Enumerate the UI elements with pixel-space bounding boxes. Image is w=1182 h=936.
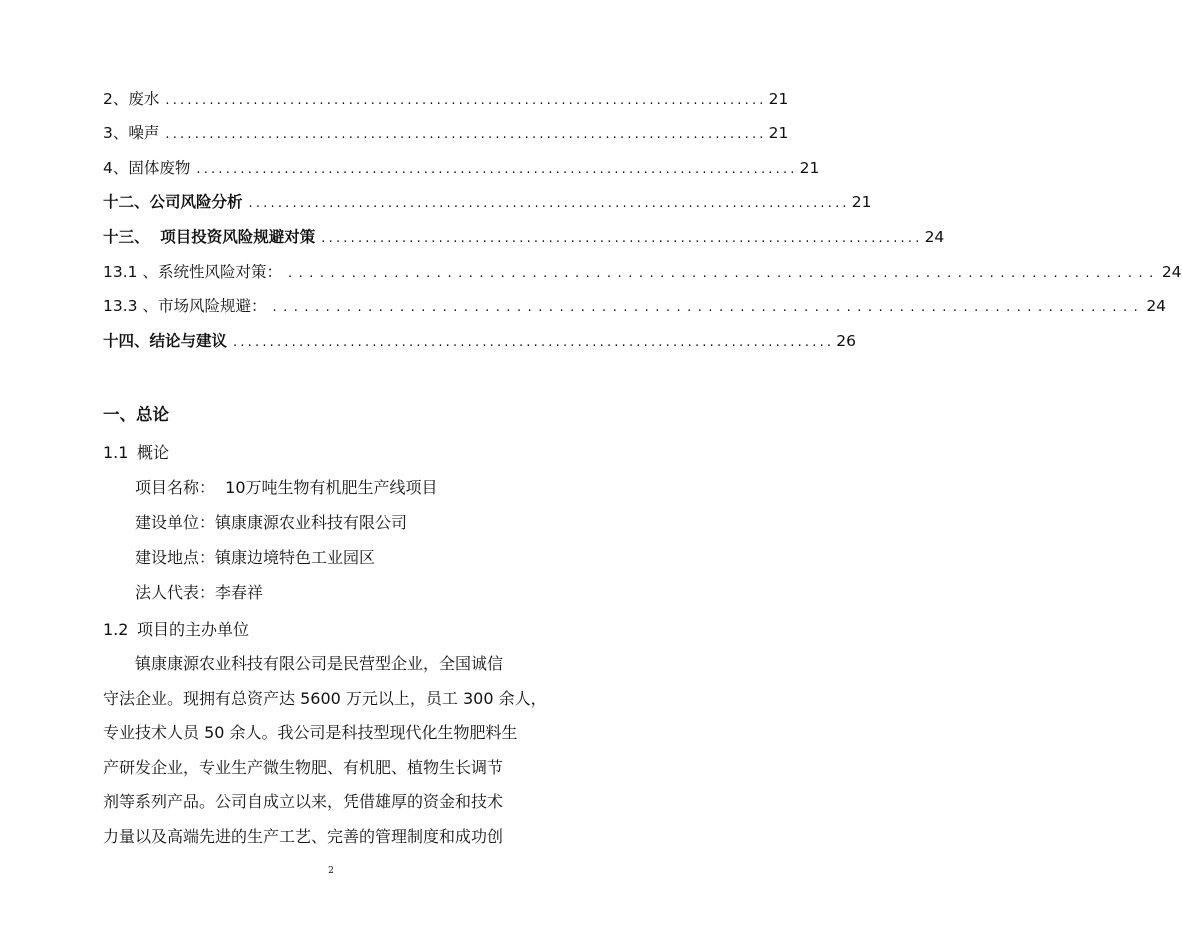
legal-representative-line: 法人代表：李春祥 [135,583,264,602]
paragraph-line: 镇康康源农业科技有限公司是民营型企业，全国诚信 [103,654,504,673]
subsection-heading-overview [103,440,169,463]
subsection-title: 概论 [137,443,170,462]
toc-entry-page: 26 [836,332,857,350]
toc-entry-number: 4、 [103,159,129,177]
paragraph-line: 力量以及高端先进的生产工艺、完善的管理制度和成功创 [103,826,504,846]
project-name-line: 项目名称： 10万吨生物有机肥生产线项目 [135,478,438,497]
paragraph-line: 剂等系列产品。公司自成立以来，凭借雄厚的资金和技术 [103,792,504,812]
toc-entry-market-risk[interactable] [103,294,1167,318]
construction-site-line: 建设地点：镇康边境特色工业园区 [135,548,376,567]
subsection-heading-sponsor [103,617,249,640]
toc-leader-dots: .................................................................................. [248,196,850,211]
toc-leader-dots: .................................................................................. [165,127,767,142]
toc-leader-dots: .................................................................................. [165,93,767,108]
toc-entry-page: 24 [924,228,945,246]
toc-entry-investment-risk[interactable] [103,225,945,249]
toc-entry-title: 13.1 、系统性风险对策： [103,263,282,281]
toc-entry-solid-waste[interactable] [103,156,820,180]
page-number: 2 [328,866,334,876]
toc-entry-title: 13.3 、市场风险规避： [103,297,267,315]
toc-entry-noise[interactable] [103,121,789,145]
toc-entry-wastewater[interactable] [103,87,789,111]
toc-entry-page: 24 [1146,297,1167,315]
paragraph-line: 产研发企业，专业生产微生物肥、有机肥、植物生长调节 [103,757,504,777]
toc-entry-title: 废水 [128,90,160,108]
subsection-number: 1.2 [103,620,129,639]
toc-entry-number: 2、 [103,90,129,108]
toc-entry-number: 3、 [103,124,129,142]
toc-leader-dots: .................................................................................. [287,266,1160,281]
toc-entry-title: 十四、结论与建议 [103,332,228,350]
toc-entry-page: 21 [799,159,820,177]
section-heading: 一、总论 [103,405,169,424]
subsection-title: 项目的主办单位 [137,620,250,639]
toc-entry-conclusion[interactable] [103,329,857,353]
subsection-number: 1.1 [103,443,129,462]
toc-leader-dots: .................................................................................. [196,162,798,177]
toc-entry-page: 21 [768,90,789,108]
toc-entry-risk-analysis[interactable] [103,190,872,214]
toc-entry-title: 噪声 [128,124,160,142]
toc-leader-dots: .................................................................................. [233,335,835,350]
toc-entry-page: 21 [768,124,789,142]
paragraph-line: 守法企业。现拥有总资产达 5600 万元以上，员工 300 余人， [103,688,547,708]
toc-entry-page: 21 [851,193,872,211]
toc-entry-title: 固体废物 [128,159,191,177]
toc-entry-title: 十三、 项目投资风险规避对策 [103,228,316,246]
paragraph-line: 专业技术人员 50 余人。我公司是科技型现代化生物肥料生 [103,723,518,743]
toc-entry-systemic-risk[interactable] [103,260,1182,284]
toc-entry-title: 十二、公司风险分析 [103,193,243,211]
toc-leader-dots: .................................................................................. [272,300,1145,315]
toc-leader-dots: .................................................................................. [321,231,923,246]
toc-entry-page: 24 [1161,263,1182,281]
construction-unit-line: 建设单位：镇康康源农业科技有限公司 [135,513,408,532]
body-paragraph [103,647,563,855]
